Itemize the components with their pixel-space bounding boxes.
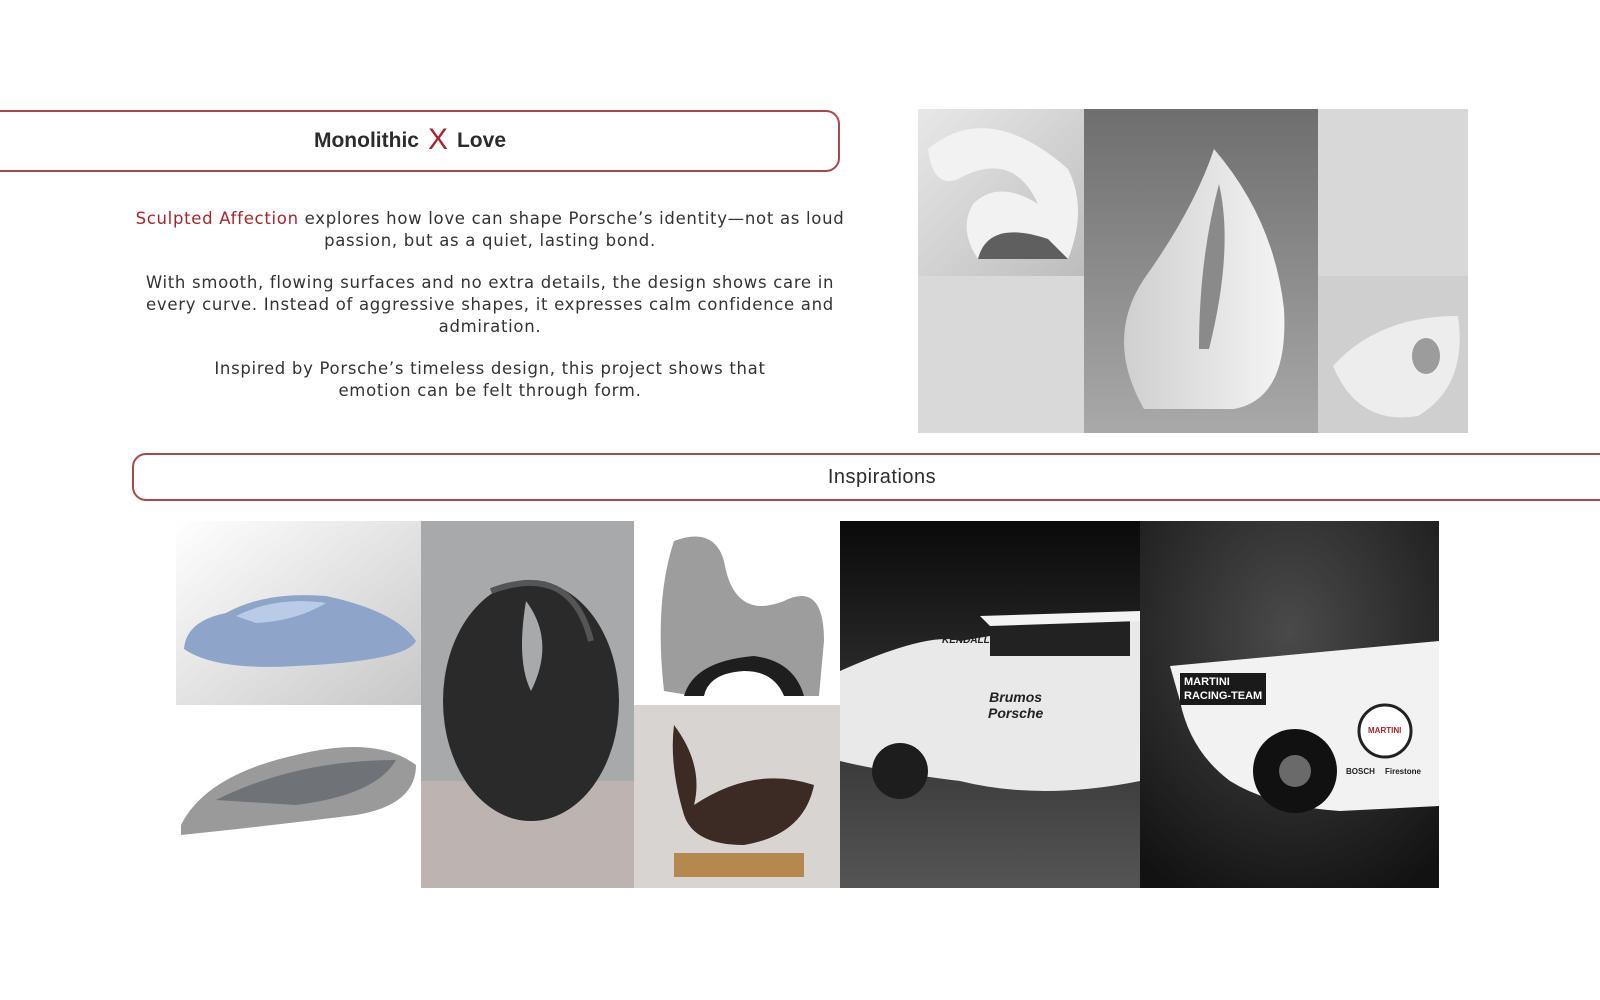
martini-porsche-image	[1140, 521, 1439, 888]
brumos-text: Brumos	[989, 689, 1043, 705]
title-bar-monolithic-love	[0, 110, 840, 172]
brumos-porsche-image	[840, 521, 1140, 888]
inspirations-title: Inspirations	[827, 465, 937, 488]
intro-paragraph-3: Inspired by Porsche’s timeless design, this project shows that emotion can be felt through form.	[214, 359, 766, 400]
firestone-label: Firestone	[1385, 767, 1422, 776]
blue-car-model-image	[176, 521, 421, 705]
martini-badge: MARTINI	[1368, 726, 1402, 735]
martini-racing-label	[1180, 673, 1266, 705]
bosch-label: BOSCH	[1346, 767, 1375, 776]
dark-loop-sculpture-image	[421, 521, 634, 888]
sculpture-ring-image	[1318, 276, 1468, 433]
sculpted-affection-highlight: Sculpted Affection	[135, 209, 299, 228]
inspirations-bar	[132, 453, 1600, 501]
intro-paragraph-2: With smooth, flowing surfaces and no extra details, the design shows care in every curve. Instead of aggressive shapes, it expresses calm confidence and admiration.	[145, 273, 835, 336]
intro-p1-text: explores how love can shape Porsche’s identity—not as loud passion, but as a quiet, lasting bond.	[298, 209, 845, 250]
seat-sculpture-image	[176, 705, 421, 888]
sculpture-loop-image	[1084, 109, 1318, 433]
gray-blank-tile-2	[1318, 109, 1468, 276]
martini-line2: RACING-TEAM	[1184, 690, 1263, 702]
sculpture-chair-image	[918, 109, 1084, 276]
intro-paragraph-1	[130, 208, 850, 252]
martini-line1: MARTINI	[1184, 676, 1230, 688]
gray-blank-tile	[918, 276, 1084, 433]
gray-chair-image	[634, 521, 840, 705]
brumos-porsche-label	[988, 689, 1043, 721]
kendall-label: KENDALL	[942, 635, 990, 646]
porsche-text: Porsche	[988, 705, 1044, 721]
x-mark: X	[427, 123, 448, 156]
title-right-word: Love	[456, 129, 506, 152]
title-left-word: Monolithic	[313, 129, 419, 152]
wood-sculpture-image	[634, 705, 840, 888]
